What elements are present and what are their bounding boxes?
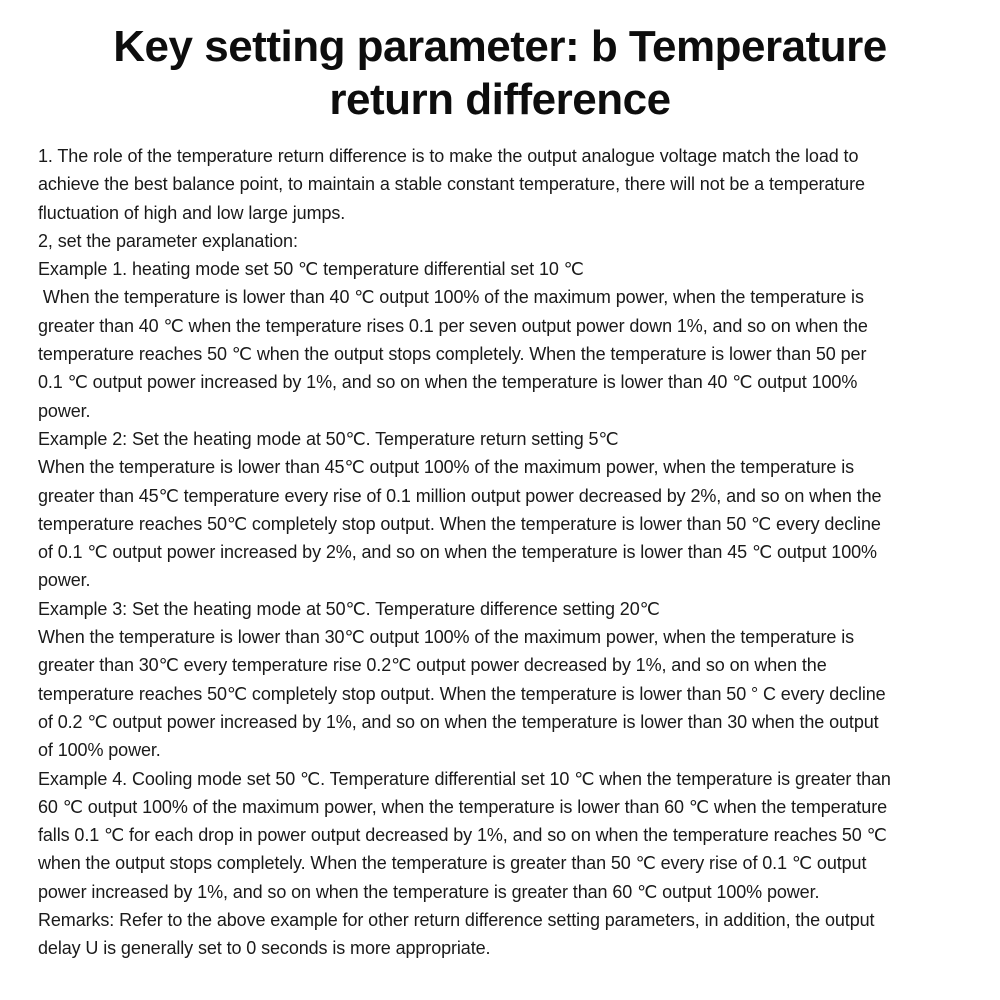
text-line: temperature reaches 50℃ completely stop output. When the temperature is lower than 50 ℃ every decline [38,513,881,534]
text-line: 1. The role of the temperature return difference is to make the output analogue voltage match the load to [38,146,859,166]
text-line: greater than 40 ℃ when the temperature rises 0.1 per seven output power down 1%, and so on when the [38,315,868,336]
text-line: power. [38,400,91,421]
page-title-line-2: return difference [329,75,671,124]
text-line: 2, set the parameter explanation: [38,230,298,251]
text-line: when the output stops completely. When the temperature is greater than 50 ℃ every rise of 0.1 ℃ output [38,853,867,874]
body-text [38,142,962,963]
text-line: Example 4. Cooling mode set 50 ℃. Temperature differential set 10 ℃ when the temperature is greater than [38,768,891,789]
page-title [30,20,970,126]
text-line: temperature reaches 50℃ completely stop output. When the temperature is lower than 50 ° C every decline [38,683,886,704]
text-line: When the temperature is lower than 30℃ output 100% of the maximum power, when the temperature is [38,627,855,648]
text-line: Remarks: Refer to the above example for other return difference setting parameters, in addition, the output [38,910,875,931]
text-line: power. [38,570,91,591]
text-line: of 0.2 ℃ output power increased by 1%, and so on when the temperature is lower than 30 when the output [38,711,879,732]
text-line: Example 3: Set the heating mode at 50℃. Temperature difference setting 20℃ [38,598,660,619]
text-line: greater than 30℃ every temperature rise 0.2℃ output power decreased by 1%, and so on when the [38,655,827,676]
text-line: falls 0.1 ℃ for each drop in power output decreased by 1%, and so on when the temperature reaches 50 ℃ [38,825,887,846]
text-line: When the temperature is lower than 40 ℃ output 100% of the maximum power, when the temperature is [38,287,864,308]
page-title-line-1: Key setting parameter: b Temperature [113,22,887,71]
text-line: Example 2: Set the heating mode at 50℃. Temperature return setting 5℃ [38,428,619,449]
text-line: delay U is generally set to 0 seconds is more appropriate. [38,938,491,959]
text-line: of 100% power. [38,740,161,761]
text-line: achieve the best balance point, to maintain a stable constant temperature, there will not be a temperature [38,174,865,195]
text-line: Example 1. heating mode set 50 ℃ temperature differential set 10 ℃ [38,259,584,280]
text-line: 0.1 ℃ output power increased by 1%, and so on when the temperature is lower than 40 ℃ output 100% [38,372,858,393]
text-line: of 0.1 ℃ output power increased by 2%, and so on when the temperature is lower than 45 ℃ output 100% [38,542,877,563]
text-line: fluctuation of high and low large jumps. [38,202,346,223]
text-line: greater than 45℃ temperature every rise of 0.1 million output power decreased by 2%, and so on when the [38,485,882,506]
text-line: 60 ℃ output 100% of the maximum power, when the temperature is lower than 60 ℃ when the temperature [38,796,887,817]
text-line: temperature reaches 50 ℃ when the output stops completely. When the temperature is lower than 50 per [38,344,867,365]
text-line: power increased by 1%, and so on when the temperature is greater than 60 ℃ output 100% power. [38,881,820,902]
text-line: When the temperature is lower than 45℃ output 100% of the maximum power, when the temperature is [38,457,855,478]
